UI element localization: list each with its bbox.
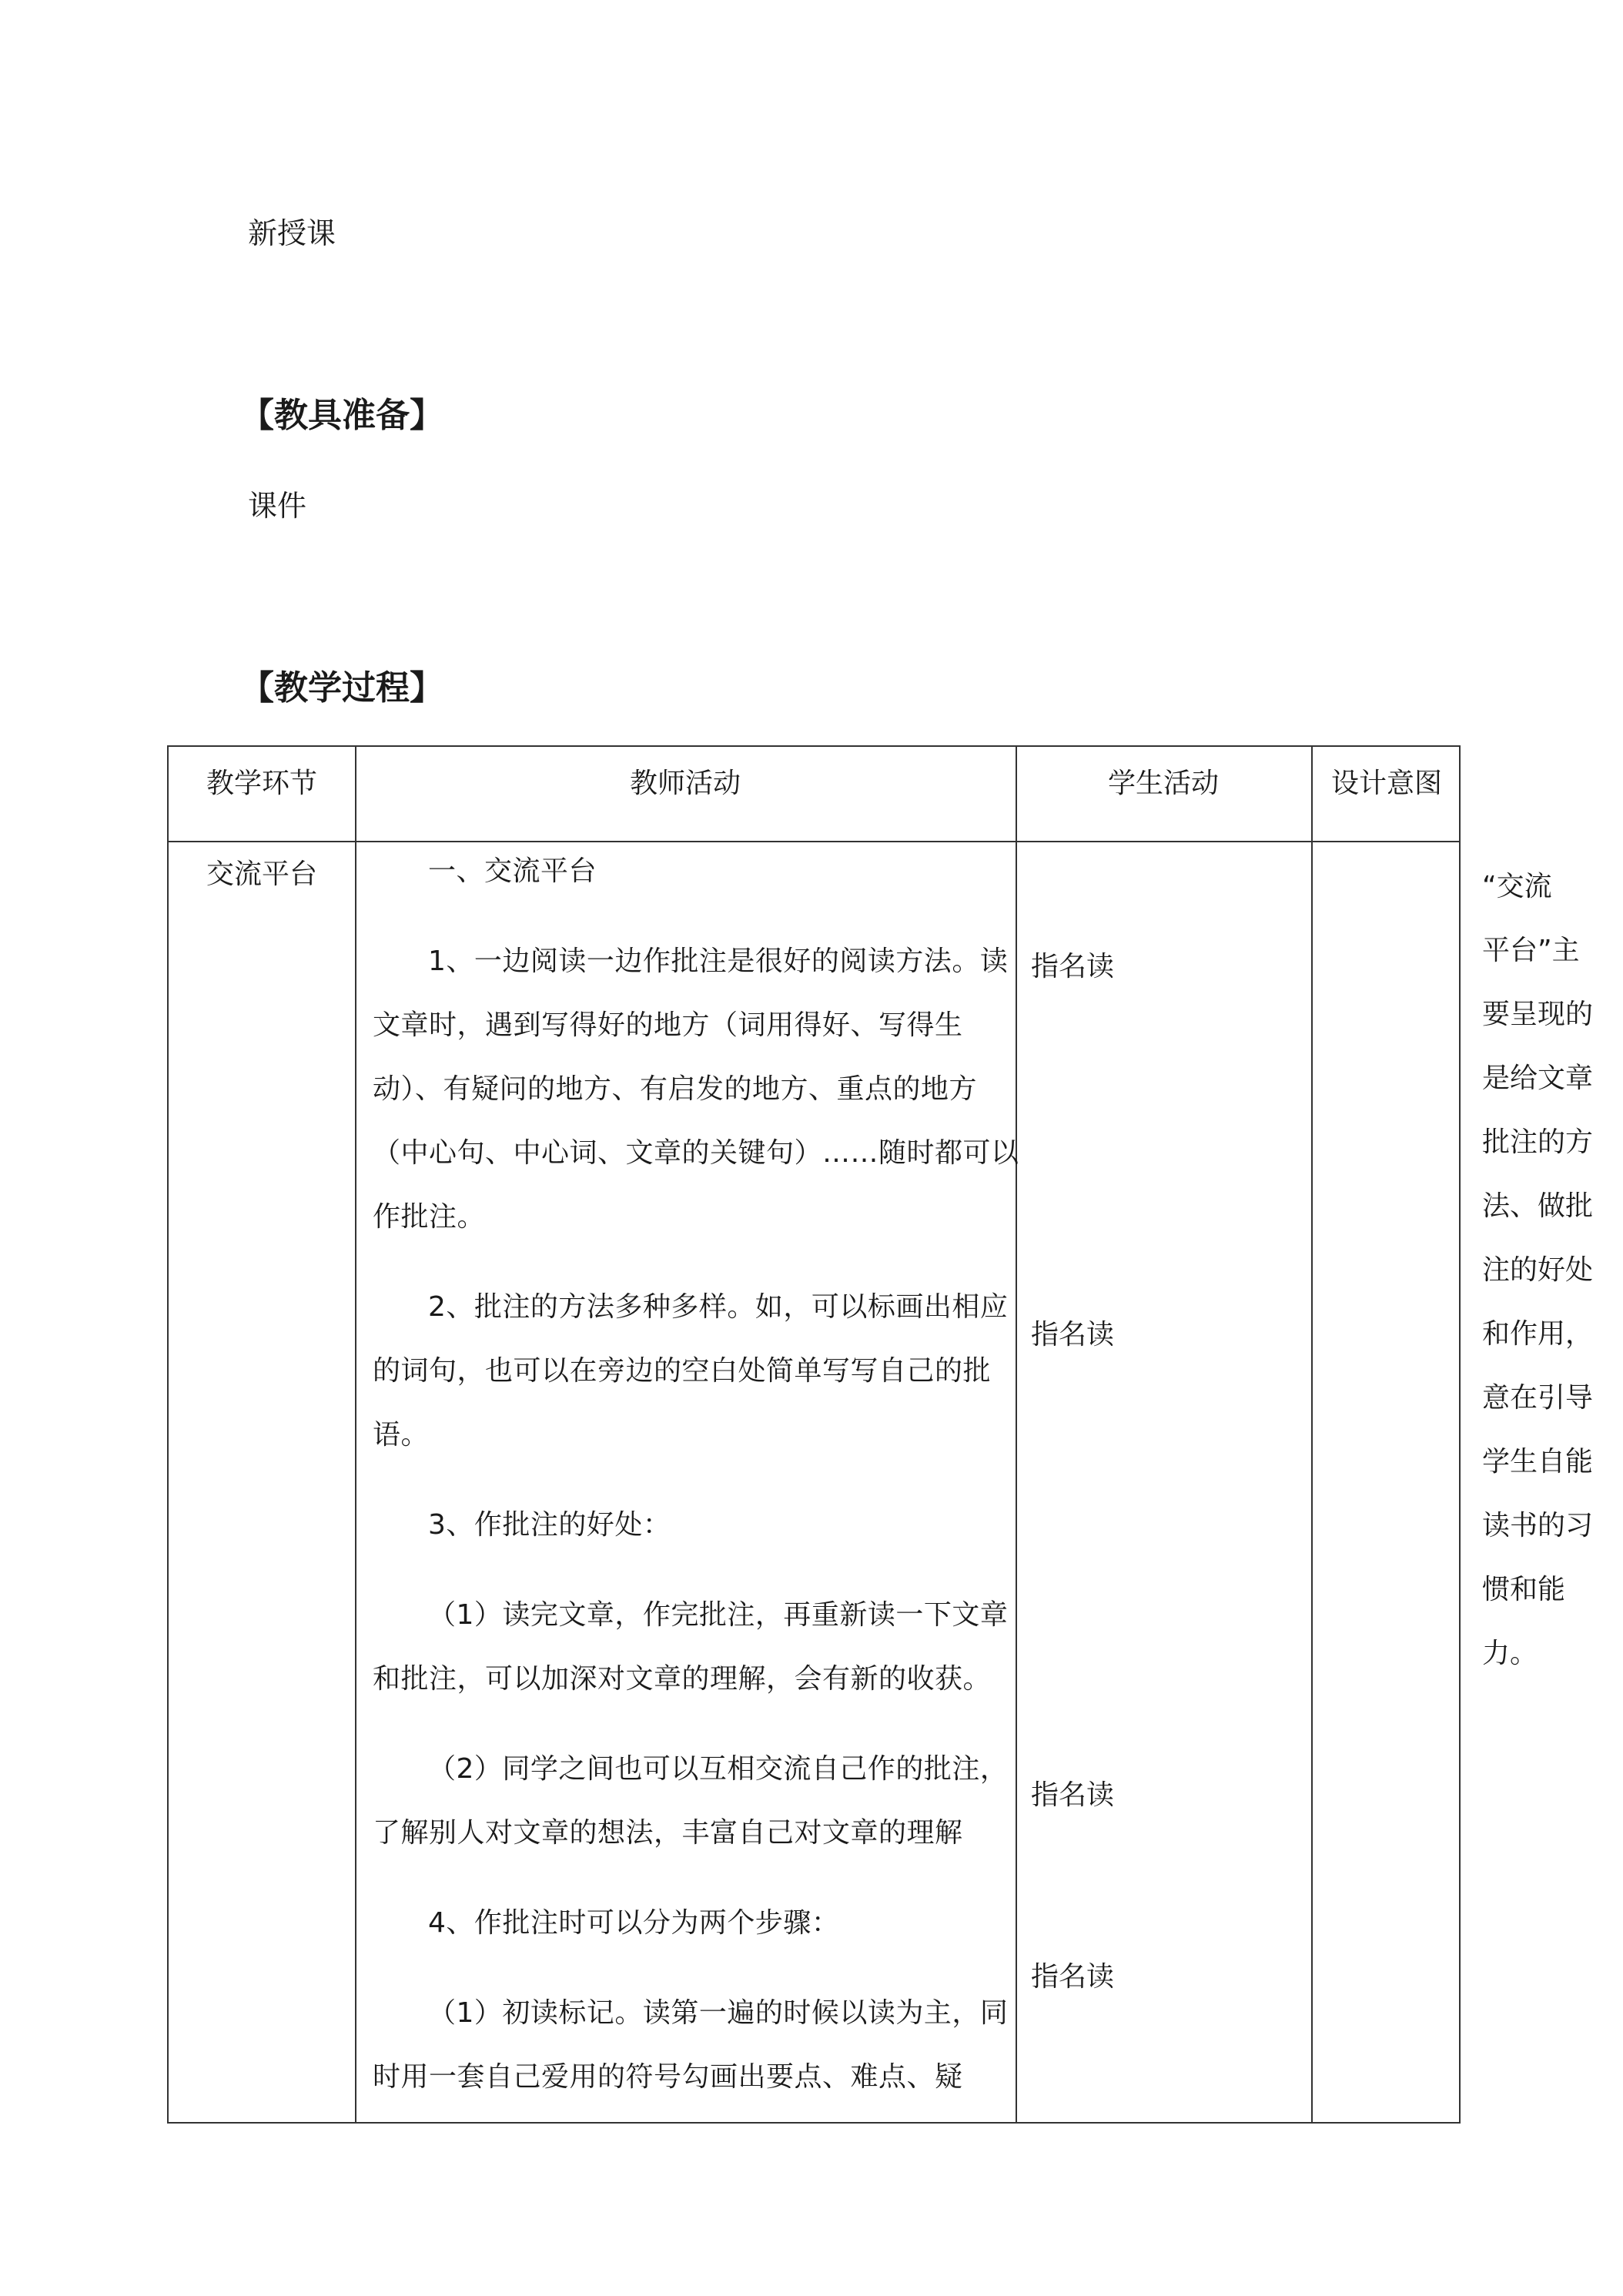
student-activity-item: 指名读 <box>1031 951 1115 982</box>
design-intent <box>1482 855 1613 1685</box>
teacher-paragraph: （1）读完文章，作完批注，再重新读一下文章和批注，可以加深对文章的理解，会有新的收获。 <box>373 1599 1009 1695</box>
teacher-paragraph: 3、作批注的好处： <box>428 1509 671 1541</box>
intent-line: 读书的习 <box>1482 1510 1594 1541</box>
intent-line: 力。 <box>1482 1638 1538 1669</box>
teacher-paragraph: 2、批注的方法多种多样。如，可以标画出相应的词句，也可以在旁边的空白处简单写写自己的批语。 <box>373 1291 1009 1451</box>
intent-line: 惯和能 <box>1482 1574 1566 1605</box>
intent-line: 是给文章 <box>1482 1063 1594 1094</box>
header-teacher: 教师活动 <box>629 768 741 799</box>
teacher-paragraph: 4、作批注时可以分为两个步骤： <box>428 1907 840 1939</box>
teaching-process-table <box>167 745 1594 2124</box>
tools-value: 课件 <box>248 489 307 523</box>
teacher-paragraph: 一、交流平台 <box>428 855 597 887</box>
header-intent: 设计意图 <box>1330 768 1442 799</box>
student-activity-item: 指名读 <box>1031 1961 1115 1993</box>
stage-cell: 交流平台 <box>206 858 317 890</box>
intent-line: 注的好处 <box>1482 1254 1594 1286</box>
intent-line: 和作用， <box>1482 1318 1594 1350</box>
teacher-paragraph: （1）初读标记。读第一遍的时候以读为主，同时用一套自己爱用的符号勾画出要点、难点、疑 <box>373 1997 1009 2093</box>
intent-line: 批注的方 <box>1482 1126 1594 1158</box>
header-stage: 教学环节 <box>206 768 317 799</box>
header-student: 学生活动 <box>1107 768 1219 799</box>
course-type: 新授课 <box>248 216 336 250</box>
teacher-paragraph: 1、一边阅读一边作批注是很好的阅读方法。读文章时，遇到写得好的地方（词用得好、写得生动）、有疑问的地方、有启发的地方、重点的地方（中心句、中心词、文章的关键句）……随时都可以作批注。 <box>373 946 1019 1233</box>
intent-line: 平台”主 <box>1482 935 1580 966</box>
intent-line: “交流 <box>1482 871 1552 902</box>
intent-line: 要呈现的 <box>1482 999 1594 1030</box>
teacher-paragraph: （2）同学之间也可以互相交流自己作的批注，了解别人对文章的想法，丰富自己对文章的理解 <box>373 1753 1009 1849</box>
teacher-activity <box>373 839 1019 2109</box>
intent-line: 意在引导 <box>1482 1382 1594 1414</box>
student-activity-item: 指名读 <box>1031 1779 1115 1811</box>
intent-line: 法、做批 <box>1482 1190 1594 1222</box>
tools-heading: 【教具准备】 <box>240 396 443 435</box>
intent-line: 学生自能 <box>1482 1446 1594 1478</box>
table-col-divider <box>1311 747 1313 2122</box>
process-heading: 【教学过程】 <box>240 668 443 708</box>
table-col-divider <box>355 747 356 2122</box>
student-activity-item: 指名读 <box>1031 1319 1115 1350</box>
